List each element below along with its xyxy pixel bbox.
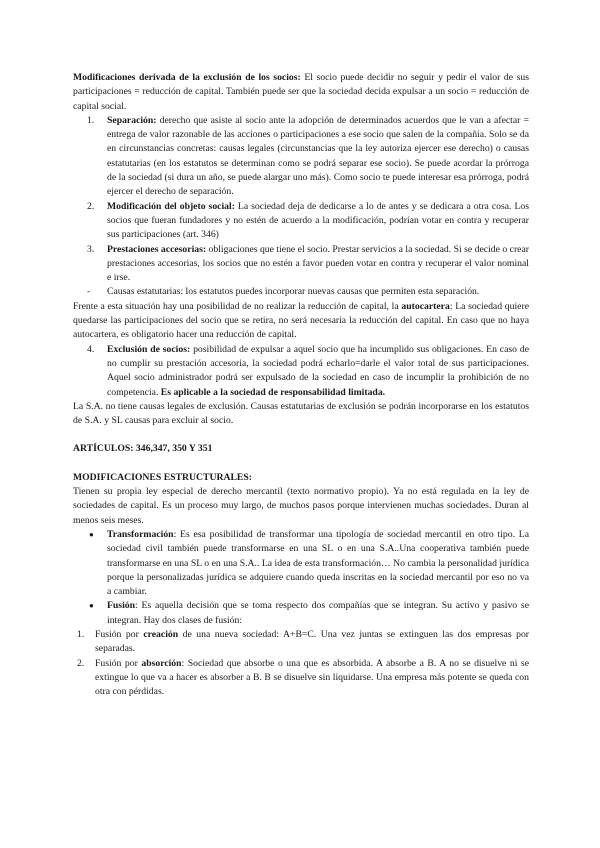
fusion-text-before: Fusión por xyxy=(95,628,144,640)
list-item-separacion xyxy=(87,114,529,200)
list-item-text: La sociedad deja de dedicarse a lo de antes y se dedicara a otra cosa. Los socios que fueran fundadores y no estén de acuerdo a la modificación, podrían votar en contra y recuperar sus participaciones (art. 346) xyxy=(107,200,529,241)
exclusion-intro-paragraph xyxy=(73,71,529,114)
autocartera-bold: autocartera xyxy=(401,300,450,312)
list-item-text: derecho que asiste al socio ante la adopción de determinados acuerdos que le van a afectar = entrega de valor razonable de las acciones o participaciones a ese socio que salen de la compañía. Solo se da en circunstancias concretas: causas legales (circunstancias que la ley autoriza ejercer ese derecho) o causas estatutarias (en los estatutos se determinan como se podrá separar ese socio). Se puede acordar la prórroga de la sociedad (si dura un año, se puede alargar uno más). Como socio te puede interesar esa prórroga, podrá ejercer el derecho de separación. xyxy=(107,114,529,198)
fusion-type-creacion xyxy=(77,628,530,657)
list-item-title: Modificación del objeto social: xyxy=(107,200,235,212)
list-marker: 1. xyxy=(87,114,95,126)
autocartera-paragraph xyxy=(73,300,529,343)
list-item-causas-estatutarias xyxy=(87,285,529,299)
bullet-title: Transformación xyxy=(107,528,174,540)
bullet-text: : Es esa posibilidad de transformar una tipología de sociedad mercantil en otro tipo. La sociedad civil también puede transformarse en una SL o en una S.A..Una cooperativa también puede transformarse en una SL o en una S.A.. La idea de esta transformación… No cambia la personalidad jurídica porque la personalizadas jurídica se adquiere cuando queda inscritas en la sociedad mercantil por eso no va a cambiar. xyxy=(107,528,529,598)
sa-exclusion-paragraph: La S.A. no tiene causas legales de exclusión. Causas estatutarias de exclusión se podrán incorporarse en los estatutos de S.A. y SL causas para excluir al socio. xyxy=(73,400,529,427)
list-item-text: obligaciones que tiene el socio. Prestar servicios a la sociedad. Si se decide o crear prestaciones accesorias, los socios que no estén a favor pueden votar en contra y recuperar el valor nominal e irse. xyxy=(107,243,529,284)
autocartera-text-before: Frente a esta situación hay una posibilidad de no realizar la reducción de capital, la xyxy=(73,300,402,312)
bullet-fusion xyxy=(89,599,529,628)
fusion-bold: creación xyxy=(143,628,179,640)
list-item-title: Exclusión de socios: xyxy=(107,343,191,355)
modificaciones-heading: MODIFICACIONES ESTRUCTURALES: xyxy=(73,471,252,483)
bullet-transformacion xyxy=(89,528,529,599)
list-item-modificacion-objeto xyxy=(87,200,529,243)
fusion-bold: absorción xyxy=(141,657,182,669)
fusion-text-before: Fusión por xyxy=(95,657,142,669)
list-marker: 2. xyxy=(77,657,85,669)
articulos-heading: ARTÍCULOS: 346,347, 350 Y 351 xyxy=(73,443,213,455)
list-marker: 2. xyxy=(87,200,95,212)
list-item-title: Prestaciones accesorias: xyxy=(107,243,207,255)
exclusion-intro-text: El socio puede decidir no seguir y pedir el valor de sus participaciones = reducción de capital. También puede ser que la sociedad decida expulsar a un socio = reducción de capital social. xyxy=(73,72,529,112)
bullet-title: Fusión xyxy=(107,600,135,612)
fusion-type-absorcion xyxy=(77,657,529,700)
list-marker: 1. xyxy=(77,628,85,640)
autocartera-text-after: : La sociedad quiere quedarse las participaciones del socio que se retira, no será necesaria la reducción del capital. En caso que no haya autocartera, es obligatorio hacer una reducción de capital. xyxy=(73,300,529,341)
fusion-text-after: de una nueva sociedad: A+B=C. Una vez juntas se extinguen las dos empresas por separadas. xyxy=(95,628,530,655)
bullet-marker: ● xyxy=(89,529,94,539)
list-item-bold-end: Es aplicable a la sociedad de responsabilidad limitada. xyxy=(160,386,386,398)
bullet-text: : Es aquella decisión que se toma respecto dos compañías que se integran. Su activo y pasivo se integran. Hay dos clases de fusión: xyxy=(107,600,529,626)
exclusion-intro-title: Modificaciones derivada de la exclusión de los socios: xyxy=(73,72,301,83)
fusion-text-after: : Sociedad que absorbe o una que es absorbida. A absorbe a B. A no se disuelve ni se extingue lo que va a hacer es absorber a B. B se disuelve sin liquidarse. Una empresa más potente se queda con otra con pérdidas. xyxy=(95,657,529,698)
list-item-title: Separación: xyxy=(107,114,157,126)
list-marker: 3. xyxy=(87,243,95,255)
list-item-text: posibilidad de expulsar a aquel socio que ha incumplido sus obligaciones. En caso de no cumplir su prestación accesoria, la sociedad podrá echarlo=darle el valor total de sus participaciones. Aquel socio administrador podrá ser expulsado de la sociedad en caso de incumplir la prohibición de no competencia. xyxy=(107,343,530,398)
list-marker: - xyxy=(87,286,91,298)
list-item-exclusion-socios xyxy=(87,343,530,400)
modificaciones-intro: Tienen su propia ley especial de derecho mercantil (texto normativo propio). Ya no está regulada en la ley de sociedades de capital. Es un proceso muy largo, de muchos pasos porque intervienen muchas sociedades. Duran al menos seis meses. xyxy=(73,486,529,526)
document-page xyxy=(73,71,529,699)
list-marker: 4. xyxy=(87,343,95,355)
list-item-prestaciones xyxy=(87,243,529,286)
list-item-text: Causas estatutarias: los estatutos puedes incorporar nuevas causas que permiten esta separación. xyxy=(107,286,480,298)
bullet-marker: ● xyxy=(89,601,94,611)
